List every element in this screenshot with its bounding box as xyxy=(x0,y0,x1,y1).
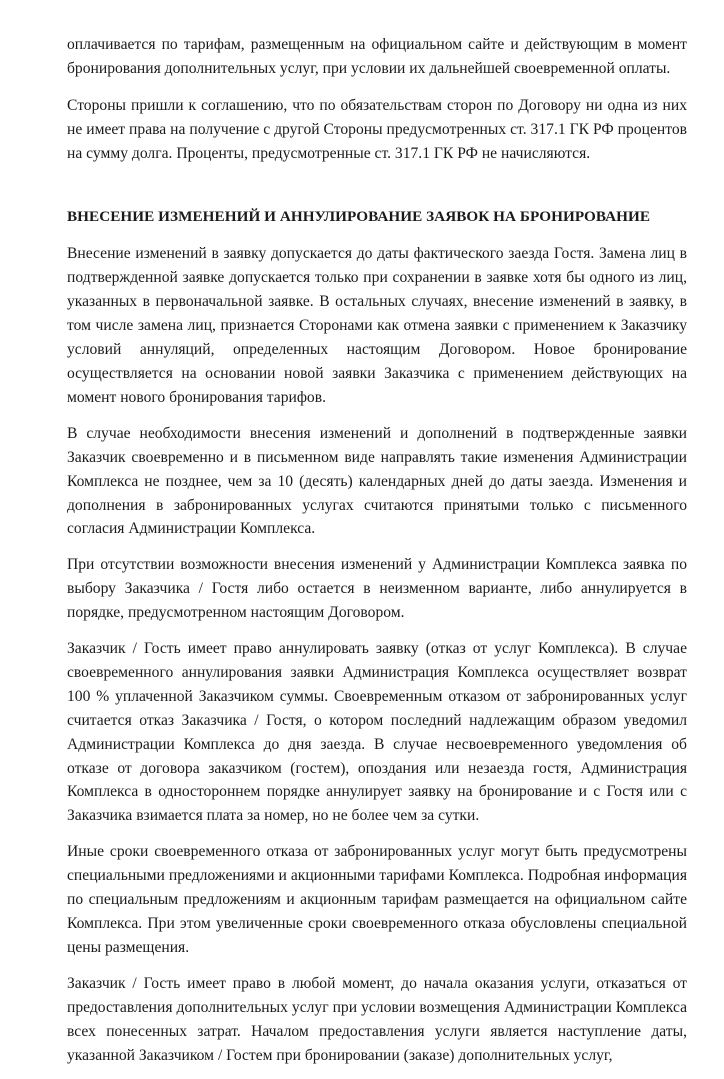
paragraph-interest-agreement: Стороны пришли к соглашению, что по обязательствам сторон по Договору ни одна из них не имеет права на получение с другой Стороны предусмотренных ст. 317.1 ГК РФ процентов на сумму долга. Проценты, предусмотренные ст. 317.1 ГК РФ не начисляются. xyxy=(67,96,687,162)
document-page xyxy=(67,33,687,1079)
paragraph-no-change-possible: При отсутствии возможности внесения изменений у Администрации Комплекса заявка по выбору Заказчика / Гостя либо остается в неизменном варианте, либо аннулируется в порядке, предусмотренном настоящим Договором. xyxy=(67,556,687,622)
paragraph-special-offers: Иные сроки своевременного отказа от забронированных услуг могут быть предусмотрены специальными предложениями и акционными тарифами Комплекса. Подробная информация по специальным предложениям и акционным тарифам размещается на официальном сайте Комплекса. При этом увеличенные сроки своевременного отказа обусловлены специальной цены размещения. xyxy=(67,843,687,956)
paragraph-changes-allowed: Внесение изменений в заявку допускается до даты фактического заезда Гостя. Замена лиц в подтвержденной заявке допускается только при сохранении в заявке хотя бы одного из лиц, указанных в первоначальной заявке. В остальных случаях, внесение изменений в заявку, в том числе замена лиц, признается Сторонами как отмена заявки с применением к Заказчику условий аннуляций, определенных настоящим Договором. Новое бронирование осуществляется на основании новой заявки Заказчика с применением действующих на момент нового бронирования тарифов. xyxy=(67,245,687,406)
paragraph-changes-procedure: В случае необходимости внесения изменений и дополнений в подтвержденные заявки Заказчик своевременно и в письменном виде направлять такие изменения Администрации Комплекса не позднее, чем за 10 (десять) календарных дней до даты заезда. Изменения и дополнения в забронированных услугах считаются принятыми только с письменного согласия Администрации Комплекса. xyxy=(67,424,687,538)
paragraph-cancellation-right: Заказчик / Гость имеет право аннулировать заявку (отказ от услуг Комплекса). В случае своевременного аннулирования заявки Администрация Комплекса осуществляет возврат 100 % уплаченной Заказчиком суммы. Своевременным отказом от забронированных услуг считается отказ Заказчика / Гостя, о котором последний надлежащим образом уведомил Администрации Комплекса до дня заезда. В случае несвоевременного уведомления об отказе от договора заказчиком (гостем), опоздания или незаезда гостя, Администрация Комплекса в одностороннем порядке аннулирует заявку на бронирование и с Гостя или с Заказчика взимается плата за номер, но не более чем за сутки. xyxy=(67,640,687,825)
section-heading: ВНЕСЕНИЕ ИЗМЕНЕНИЙ И АННУЛИРОВАНИЕ ЗАЯВОК НА БРОНИРОВАНИЕ xyxy=(67,207,651,225)
paragraph-tariffs-continuation: оплачивается по тарифам, размещенным на официальном сайте и действующим в момент бронирования дополнительных услуг, при условии их дальнейшей своевременной оплаты. xyxy=(67,36,687,77)
paragraph-additional-services-refusal: Заказчик / Гость имеет право в любой момент, до начала оказания услуги, отказаться от предоставления дополнительных услуг при условии возмещения Администрации Комплекса всех понесенных затрат. Началом предоставления услуги является наступление даты, указанной Заказчиком / Гостем при бронировании (заказе) дополнительных услуг, xyxy=(67,974,687,1064)
